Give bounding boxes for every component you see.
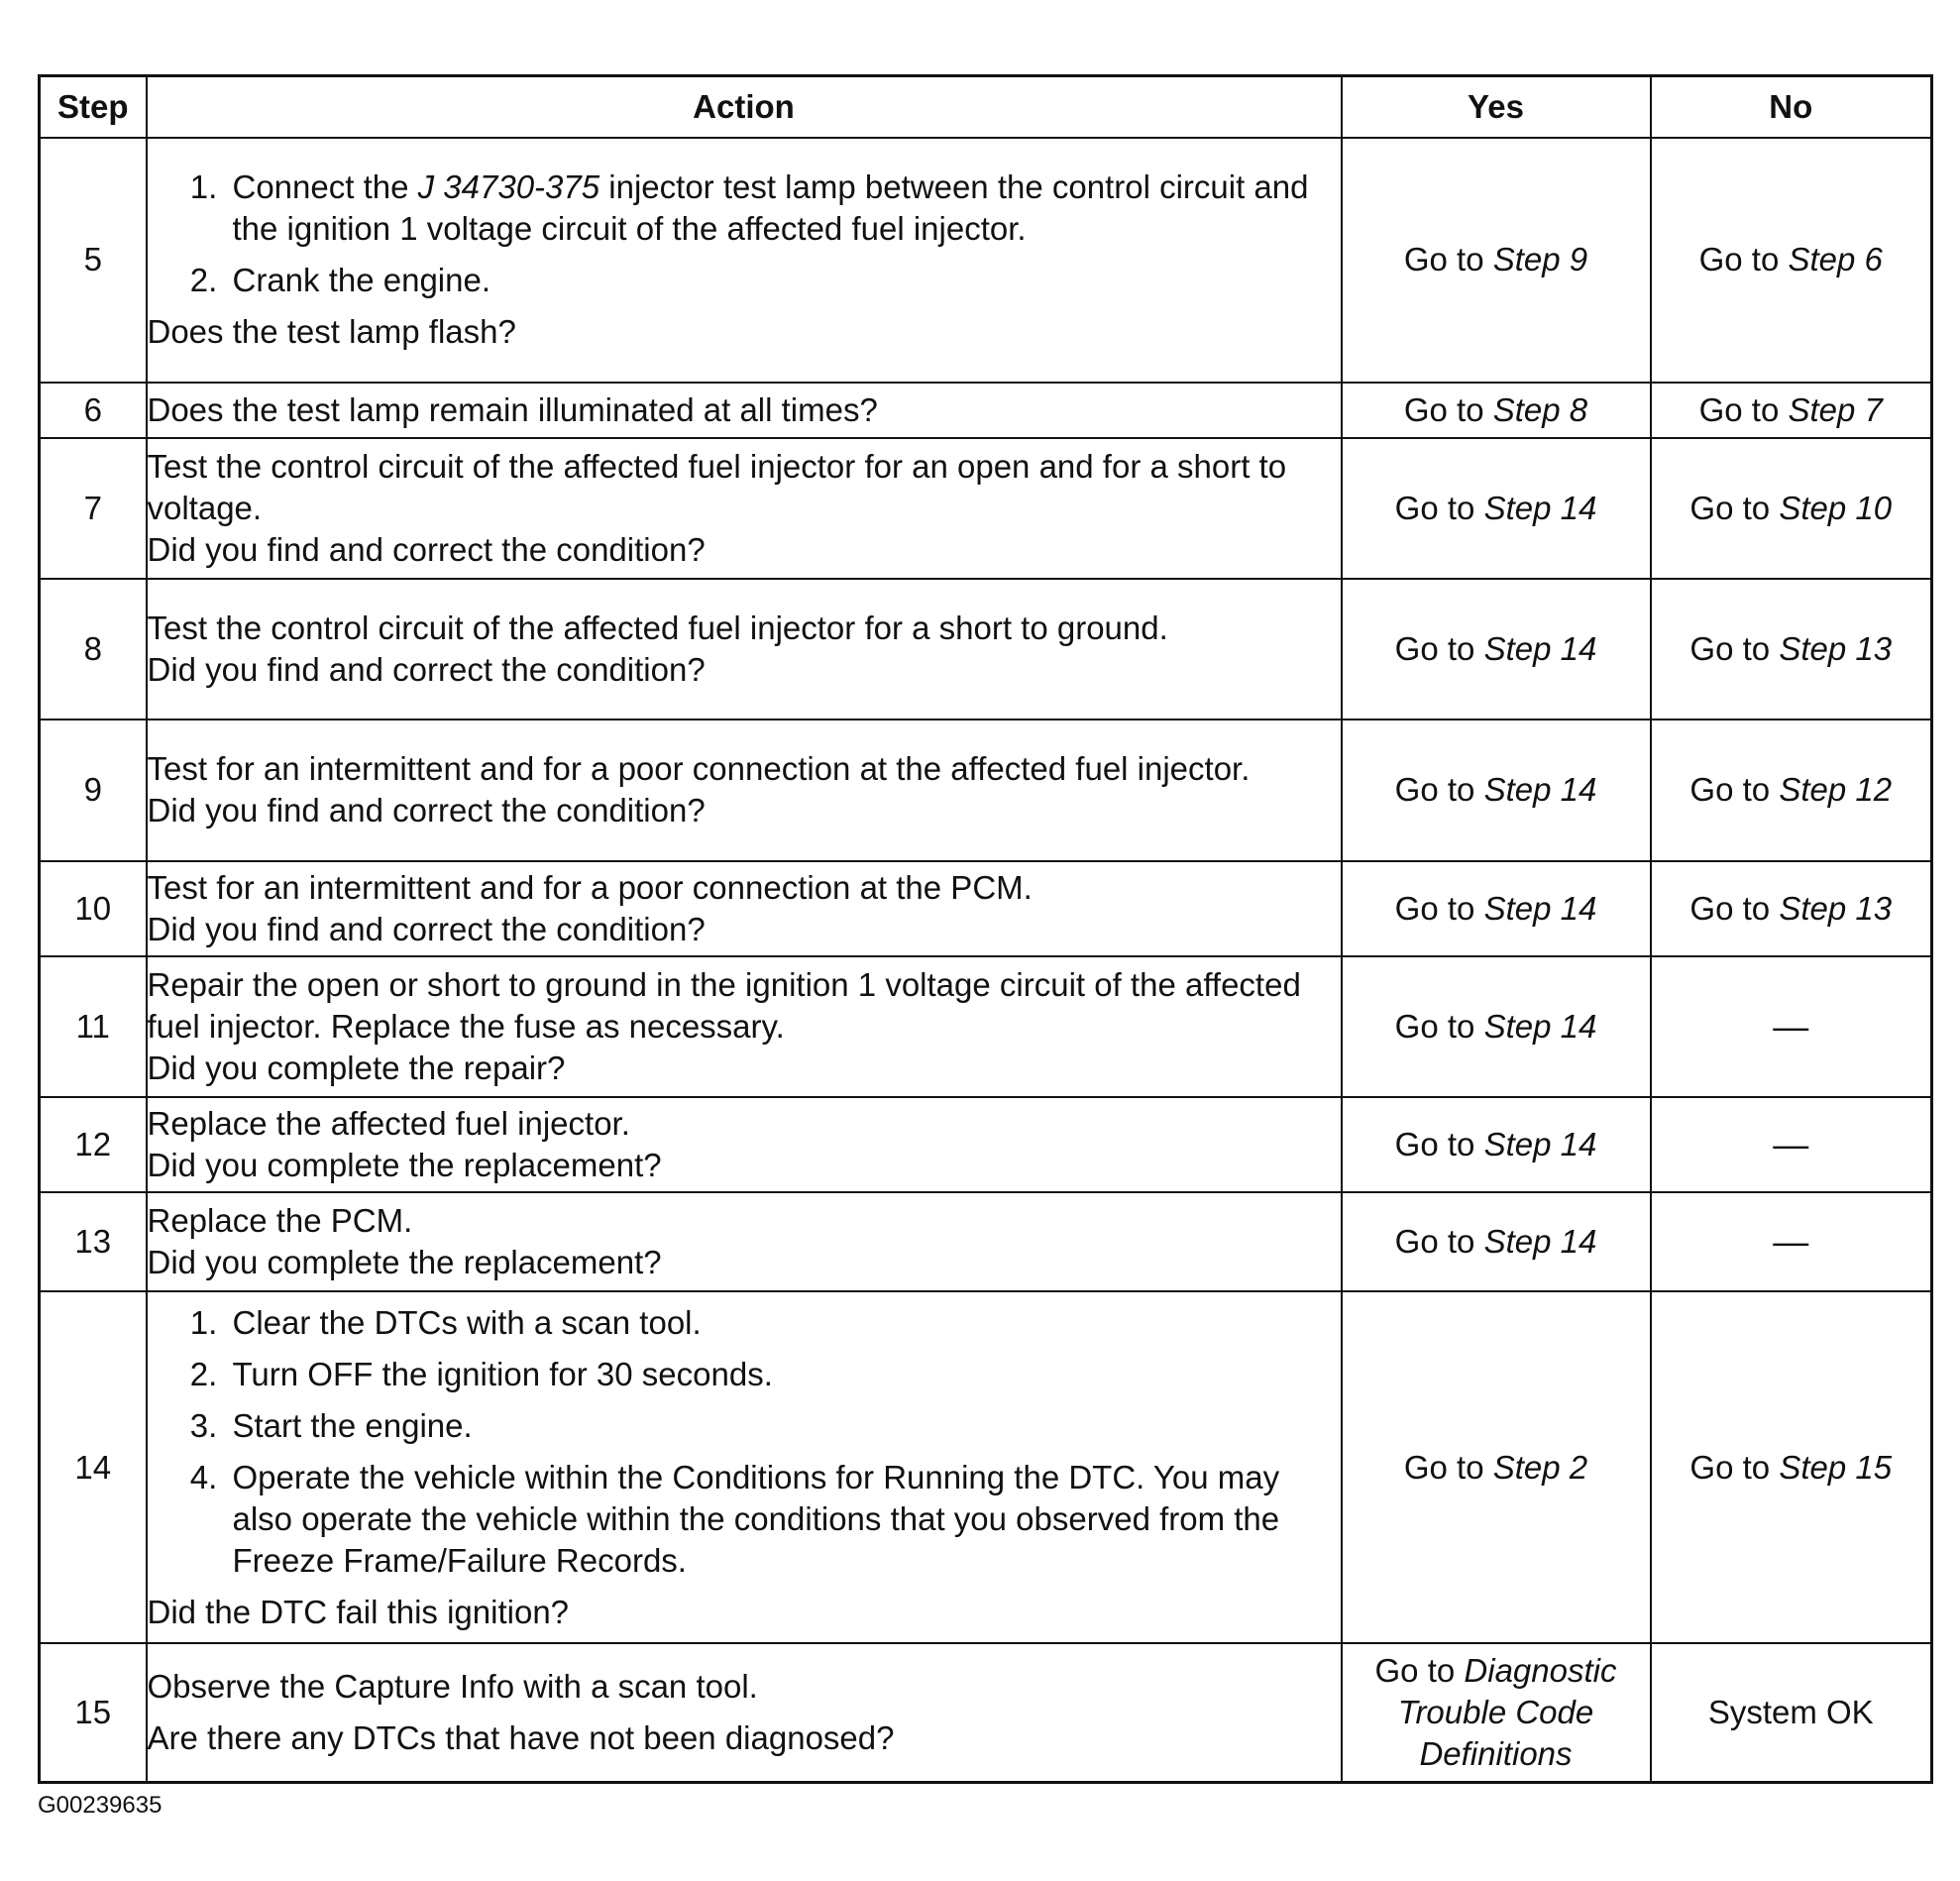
no-cell[interactable]: Go to Step 15: [1651, 1291, 1932, 1643]
table-row: [40, 438, 1932, 579]
question-text: Did you find and correct the condition?: [147, 651, 706, 689]
table-row: [40, 579, 1932, 719]
action-cell: [147, 438, 1342, 579]
diagnostic-table-container: [38, 74, 1930, 1784]
header-no: No: [1651, 76, 1932, 139]
table-row: [40, 1097, 1932, 1192]
action-cell: [147, 383, 1342, 438]
yes-cell[interactable]: Go to Step 14: [1342, 956, 1651, 1097]
step-link[interactable]: Step 14: [1483, 771, 1597, 809]
step-number: 5: [40, 138, 147, 383]
step-number: 6: [40, 383, 147, 438]
header-row: [40, 76, 1932, 139]
step-link[interactable]: Step 14: [1483, 1007, 1597, 1045]
step-number: 8: [40, 579, 147, 719]
step-number: 12: [40, 1097, 147, 1192]
question-text: Did you find and correct the condition?: [147, 530, 706, 568]
list-item: 3. Start the engine.: [227, 1405, 1341, 1447]
step-link[interactable]: Step 7: [1788, 390, 1883, 428]
table-row: [40, 719, 1932, 860]
question-text: Did you complete the repair?: [147, 1049, 566, 1086]
step-number: 13: [40, 1192, 147, 1291]
no-cell[interactable]: Go to Step 10: [1651, 438, 1932, 579]
action-text: Replace the affected fuel injector.: [147, 1105, 630, 1143]
no-cell-dash: —: [1651, 1192, 1932, 1291]
action-cell: [147, 1291, 1342, 1643]
step-link[interactable]: Step 14: [1483, 1126, 1597, 1163]
header-action: Action: [147, 76, 1342, 139]
action-text: Test for an intermittent and for a poor connection at the PCM.: [147, 868, 1033, 906]
question-text: Did you find and correct the condition?: [147, 792, 706, 830]
action-text: Observe the Capture Info with a scan tool.: [147, 1668, 758, 1706]
table-row: [40, 383, 1932, 438]
definitions-link[interactable]: Diagnostic Trouble Code Definitions: [1397, 1652, 1617, 1773]
diagnostic-table: [38, 74, 1933, 1784]
list-item: 2. Turn OFF the ignition for 30 seconds.: [227, 1354, 1341, 1395]
step-link[interactable]: Step 2: [1492, 1448, 1588, 1486]
no-cell-system-ok: System OK: [1651, 1643, 1932, 1782]
list-item: 1. Clear the DTCs with a scan tool.: [227, 1302, 1341, 1344]
step-number: 11: [40, 956, 147, 1097]
step-link[interactable]: Step 6: [1788, 241, 1883, 278]
no-cell-dash: —: [1651, 956, 1932, 1097]
action-cell: [147, 579, 1342, 719]
yes-cell[interactable]: Go to Diagnostic Trouble Code Definitions: [1342, 1643, 1651, 1782]
yes-cell[interactable]: Go to Step 14: [1342, 1192, 1651, 1291]
step-number: 15: [40, 1643, 147, 1782]
step-number: 9: [40, 719, 147, 860]
step-link[interactable]: Step 14: [1483, 489, 1597, 526]
action-cell: [147, 138, 1342, 383]
yes-cell[interactable]: Go to Step 9: [1342, 138, 1651, 383]
step-link[interactable]: Step 9: [1492, 241, 1588, 278]
step-link[interactable]: Step 10: [1779, 489, 1893, 526]
action-text: Test for an intermittent and for a poor connection at the affected fuel injector.: [147, 750, 1251, 788]
table-row: [40, 861, 1932, 956]
action-text: Test the control circuit of the affected fuel injector for an open and for a short to voltage.: [147, 447, 1287, 526]
yes-cell[interactable]: Go to Step 14: [1342, 438, 1651, 579]
question-text: Are there any DTCs that have not been diagnosed?: [147, 1719, 895, 1757]
action-text: Test the control circuit of the affected fuel injector for a short to ground.: [147, 609, 1168, 647]
action-cell: [147, 861, 1342, 956]
list-item: 4. Operate the vehicle within the Conditions for Running the DTC. You may also operate the vehicle within the conditions that you observed from the Freeze Frame/Failure Records.: [227, 1457, 1341, 1582]
step-link[interactable]: Step 13: [1779, 630, 1893, 668]
action-text: Repair the open or short to ground in the ignition 1 voltage circuit of the affected fuel injector. Replace the fuse as necessary.: [147, 965, 1301, 1045]
no-cell[interactable]: Go to Step 6: [1651, 138, 1932, 383]
tool-reference: J 34730-375: [417, 168, 600, 206]
table-row: [40, 1192, 1932, 1291]
yes-cell[interactable]: Go to Step 14: [1342, 719, 1651, 860]
yes-cell[interactable]: Go to Step 2: [1342, 1291, 1651, 1643]
action-cell: [147, 956, 1342, 1097]
step-link[interactable]: Step 8: [1492, 390, 1588, 428]
no-cell[interactable]: Go to Step 7: [1651, 383, 1932, 438]
step-link[interactable]: Step 13: [1779, 889, 1893, 927]
action-list: [148, 1302, 1341, 1582]
question-text: Does the test lamp flash?: [147, 313, 516, 351]
step-link[interactable]: Step 12: [1779, 771, 1893, 809]
step-number: 10: [40, 861, 147, 956]
question-text: Does the test lamp remain illuminated at all times?: [147, 390, 878, 428]
question-text: Did the DTC fail this ignition?: [147, 1593, 570, 1630]
no-cell-dash: —: [1651, 1097, 1932, 1192]
action-cell: [147, 719, 1342, 860]
question-text: Did you complete the replacement?: [147, 1147, 662, 1184]
figure-code: G00239635: [38, 1792, 163, 1819]
no-cell[interactable]: Go to Step 12: [1651, 719, 1932, 860]
table-row: [40, 956, 1932, 1097]
yes-cell[interactable]: Go to Step 8: [1342, 383, 1651, 438]
no-cell[interactable]: Go to Step 13: [1651, 579, 1932, 719]
header-yes: Yes: [1342, 76, 1651, 139]
table-row: [40, 1643, 1932, 1782]
yes-cell[interactable]: Go to Step 14: [1342, 579, 1651, 719]
question-text: Did you complete the replacement?: [147, 1244, 662, 1281]
step-link[interactable]: Step 14: [1483, 1223, 1597, 1261]
table-row: [40, 138, 1932, 383]
table-row: [40, 1291, 1932, 1643]
step-link[interactable]: Step 14: [1483, 889, 1597, 927]
action-cell: [147, 1192, 1342, 1291]
yes-cell[interactable]: Go to Step 14: [1342, 861, 1651, 956]
action-text: Replace the PCM.: [147, 1202, 413, 1240]
action-list: [148, 166, 1341, 301]
header-step: Step: [40, 76, 147, 139]
action-cell: [147, 1097, 1342, 1192]
step-number: 14: [40, 1291, 147, 1643]
step-link[interactable]: Step 15: [1779, 1448, 1893, 1486]
no-cell[interactable]: Go to Step 13: [1651, 861, 1932, 956]
list-item: 1. Connect the J 34730-375 injector test lamp between the control circuit and the ignition 1 voltage circuit of the affected fuel injector.: [227, 166, 1341, 250]
yes-cell[interactable]: Go to Step 14: [1342, 1097, 1651, 1192]
step-number: 7: [40, 438, 147, 579]
list-item: 2. Crank the engine.: [227, 260, 1341, 301]
step-link[interactable]: Step 14: [1483, 630, 1597, 668]
action-cell: [147, 1643, 1342, 1782]
question-text: Did you find and correct the condition?: [147, 910, 706, 947]
